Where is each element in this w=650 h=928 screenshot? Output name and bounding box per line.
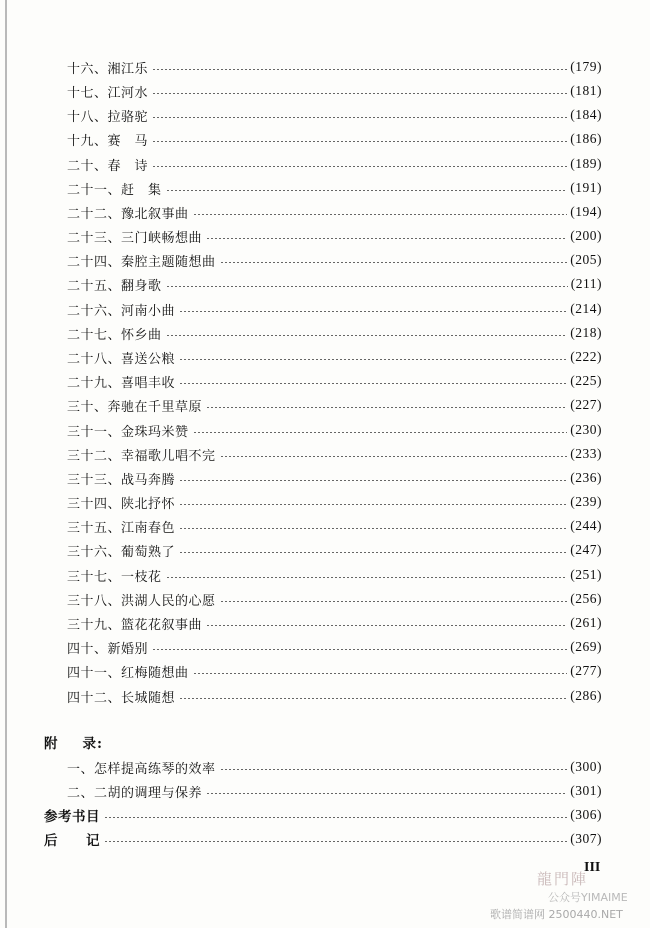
leader-dots [206,793,567,794]
toc-entry[interactable] [67,613,602,633]
toc-entry-title: 二十二、豫北叙事曲 [67,206,189,222]
back-matter-title: 后 记 [44,833,100,849]
toc-entry-title: 三十五、江南春色 [67,520,176,536]
toc-entry-page: (236) [570,470,602,485]
toc-entry-title: 三十八、洪湖人民的心愿 [67,593,216,609]
leader-dots [179,528,567,529]
toc-entry[interactable] [67,154,602,174]
toc-entry-title: 二十五、翻身歌 [67,278,162,294]
leader-dots [152,69,567,70]
page-number: III [584,860,601,875]
leader-dots [220,769,568,770]
appendix-entry-title: 二、二胡的调理与保养 [67,785,203,801]
appendix-entry[interactable] [67,781,602,801]
leader-dots [193,214,568,215]
back-matter-entry[interactable] [44,829,602,849]
toc-entry-page: (256) [570,591,602,606]
leader-dots [166,335,568,336]
toc-entry-page: (244) [570,518,602,533]
leader-dots [193,432,568,433]
leader-dots [179,552,567,553]
back-matter-page: (307) [570,831,602,846]
toc-entry-page: (179) [570,59,602,74]
toc-entry-title: 二十六、河南小曲 [67,303,176,319]
watermark-brand: 龍門陣 [537,870,589,888]
leader-dots [206,625,567,626]
leader-dots [166,577,568,578]
toc-entry-title: 三十四、陕北抒怀 [67,496,176,512]
toc-entry[interactable] [67,299,602,319]
toc-entry-page: (247) [570,542,602,557]
leader-dots [166,190,568,191]
toc-entry-title: 二十三、三门峡畅想曲 [67,230,203,246]
appendix-heading [44,732,103,752]
toc-entry-title: 三十七、一枝花 [67,569,162,585]
leader-dots [179,698,567,699]
toc-entry-title: 十九、赛 马 [67,133,149,149]
toc-entry[interactable] [67,323,602,343]
toc-entry-page: (277) [570,663,602,678]
leader-dots [166,286,568,287]
toc-entry-page: (286) [570,688,602,703]
watermark-site: 公众号YIMAIME [548,891,628,904]
toc-entry-title: 四十、新婚别 [67,641,149,657]
leader-dots [193,673,568,674]
appendix-entry[interactable] [67,757,602,777]
leader-dots [179,480,567,481]
toc-entry[interactable] [67,444,602,464]
toc-entry-title: 二十七、怀乡曲 [67,327,162,343]
appendix-heading-b: 录: [82,736,103,752]
leader-dots [152,649,567,650]
toc-entry-title: 三十六、葡萄熟了 [67,544,176,560]
toc-entry-page: (205) [570,252,602,267]
toc-entry-title: 二十一、赶 集 [67,182,162,198]
toc-entry[interactable] [67,105,602,125]
leader-dots [152,141,567,142]
toc-entry[interactable] [67,371,602,391]
toc-entry[interactable] [67,250,602,270]
leader-dots [104,817,567,818]
toc-entry-title: 十八、拉骆驼 [67,109,149,125]
toc-entry[interactable] [67,347,602,367]
back-matter-title: 参考书目 [44,809,100,825]
toc-entry-page: (191) [570,180,602,195]
leader-dots [104,841,567,842]
toc-entry-title: 四十一、红梅随想曲 [67,665,189,681]
back-matter-page: (306) [570,807,602,822]
toc-entry-page: (261) [570,615,602,630]
toc-entry-page: (239) [570,494,602,509]
leader-dots [152,117,567,118]
toc-entry-page: (218) [570,325,602,340]
toc-entry[interactable] [67,589,602,609]
toc-entry[interactable] [67,492,602,512]
watermark-footer: 歌谱简谱网 2500440.NET [490,908,623,921]
toc-entry-title: 三十一、金珠玛米赞 [67,424,189,440]
toc-entry-title: 三十、奔驰在千里草原 [67,399,203,415]
toc-entry-title: 二十九、喜唱丰收 [67,375,176,391]
leader-dots [152,166,567,167]
toc-entry-page: (186) [570,131,602,146]
toc-entry-page: (189) [570,156,602,171]
toc-entry[interactable] [67,202,602,222]
appendix-entry-page: (301) [570,783,602,798]
appendix-heading-a: 附 [44,736,59,752]
leader-dots [179,359,567,360]
leader-dots [152,93,567,94]
toc-entry[interactable] [67,178,602,198]
toc-entry-page: (211) [570,276,602,291]
toc-entry-page: (225) [570,373,602,388]
toc-entry-title: 十七、江河水 [67,85,149,101]
toc-entry[interactable] [67,395,602,415]
leader-dots [179,383,567,384]
toc-entry-page: (233) [570,446,602,461]
leader-dots [220,262,568,263]
toc-entry[interactable] [67,540,602,560]
toc-entry-title: 三十二、幸福歌儿唱不完 [67,448,216,464]
back-matter-entry[interactable] [44,805,602,825]
toc-entry-title: 二十、春 诗 [67,158,149,174]
appendix-entry-title: 一、怎样提高练琴的效率 [67,761,216,777]
toc-entry[interactable] [67,661,602,681]
toc-entry-page: (214) [570,301,602,316]
toc-entry[interactable] [67,516,602,536]
toc-entry-page: (200) [570,228,602,243]
toc-entry[interactable] [67,686,602,706]
toc-entry-title: 二十四、秦腔主题随想曲 [67,254,216,270]
toc-entry[interactable] [67,565,602,585]
toc-entry-page: (269) [570,639,602,654]
leader-dots [179,311,567,312]
toc-entry-page: (227) [570,397,602,412]
appendix-entry-page: (300) [570,759,602,774]
toc-entry-title: 二十八、喜送公粮 [67,351,176,367]
toc-entry-title: 四十二、长城随想 [67,690,176,706]
toc-entry[interactable] [67,81,602,101]
leader-dots [206,407,567,408]
toc-entry[interactable] [67,274,602,294]
toc-entry-title: 三十三、战马奔腾 [67,472,176,488]
toc-entry-title: 十六、湘江乐 [67,61,149,77]
leader-dots [220,601,568,602]
toc-entry-page: (184) [570,107,602,122]
toc-entry-page: (181) [570,83,602,98]
leader-dots [220,456,568,457]
toc-entry[interactable] [67,226,602,246]
toc-entry[interactable] [67,468,602,488]
toc-entry[interactable] [67,637,602,657]
toc-entry[interactable] [67,420,602,440]
leader-dots [179,504,567,505]
toc-entry-page: (222) [570,349,602,364]
leader-dots [206,238,567,239]
toc-entry[interactable] [67,129,602,149]
toc-entry-page: (230) [570,422,602,437]
toc-entry-page: (251) [570,567,602,582]
toc-entry-page: (194) [570,204,602,219]
toc-entry[interactable] [67,57,602,77]
toc-entry-title: 三十九、篮花花叙事曲 [67,617,203,633]
